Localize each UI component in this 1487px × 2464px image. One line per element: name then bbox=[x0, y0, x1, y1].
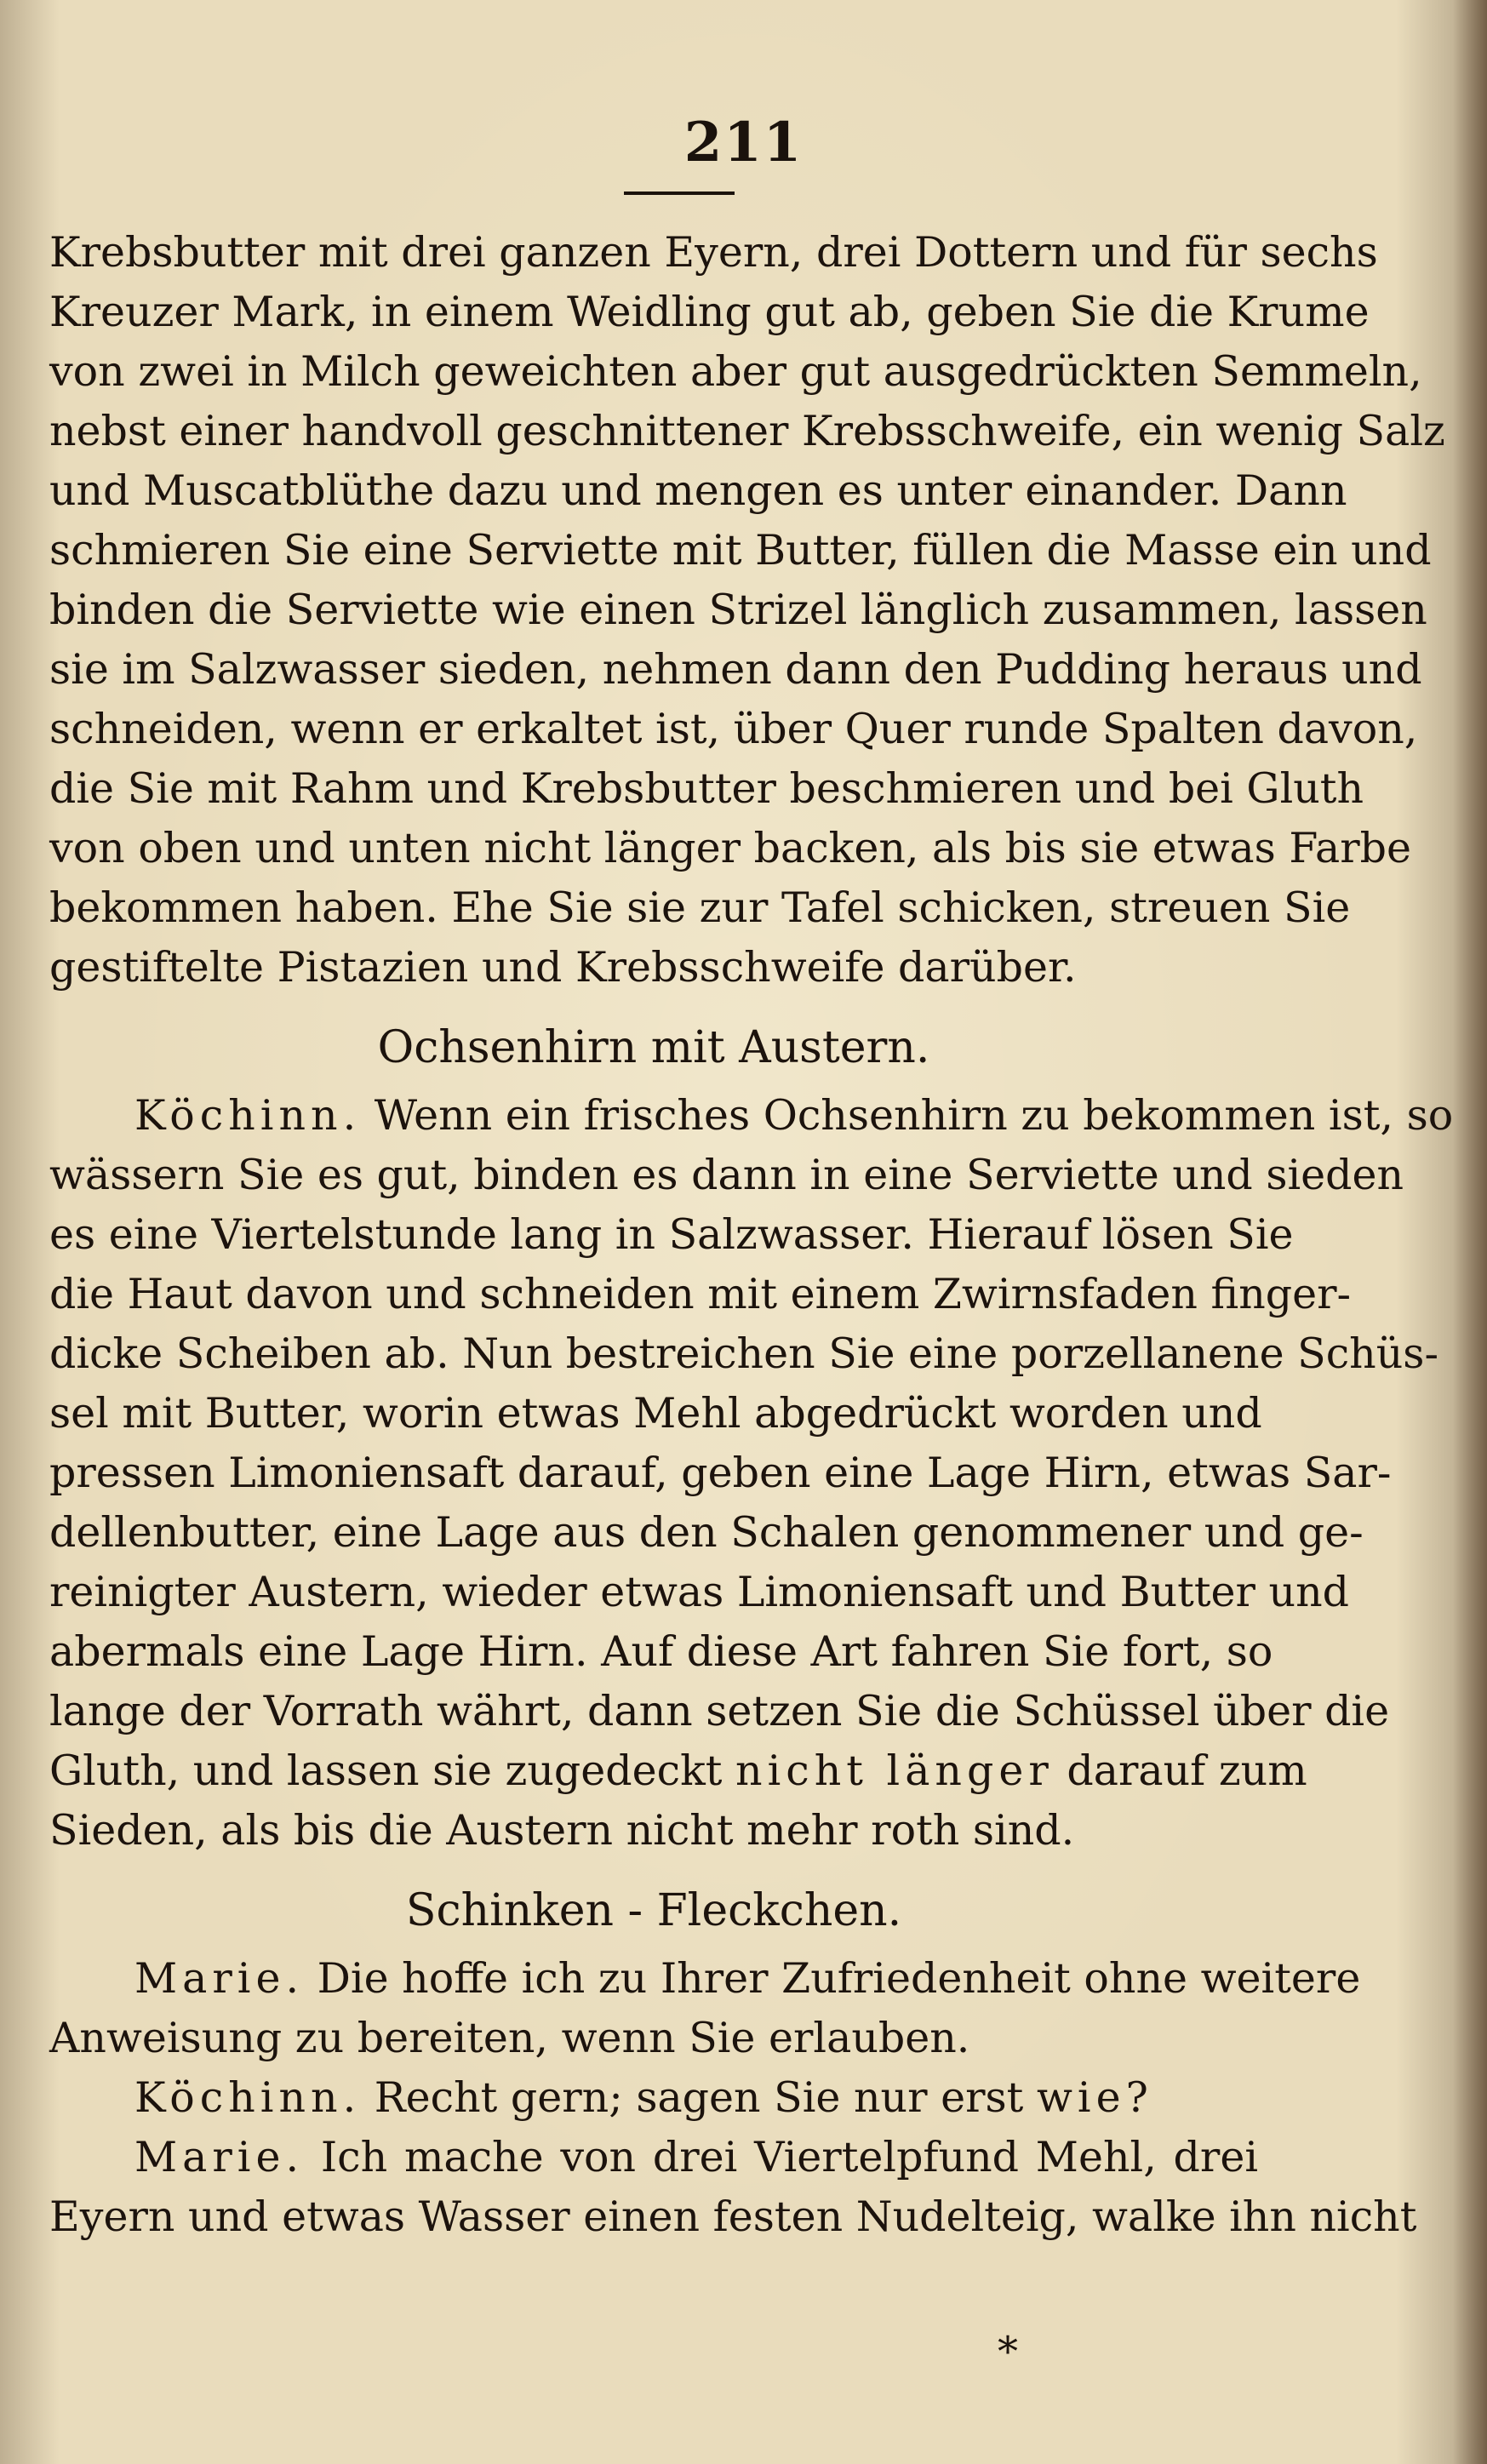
page-edge-shadow bbox=[1453, 0, 1487, 2464]
recipe-heading-ochsenhirn: Ochsenhirn mit Austern. bbox=[377, 1022, 930, 1073]
text-line: wässern Sie es gut, binden es dann in eine Serviette und sieden bbox=[49, 1151, 1404, 1199]
text-line: dellenbutter, eine Lage aus den Schalen genommener und ge- bbox=[49, 1508, 1364, 1557]
text-line bbox=[49, 2068, 1258, 2128]
speaker-name: Köchinn. bbox=[134, 2073, 362, 2122]
paragraph-pudding bbox=[49, 223, 1445, 998]
text-line: Kreuzer Mark, in einem Weidling gut ab, geben Sie die Krume bbox=[49, 288, 1370, 336]
text-line: abermals eine Lage Hirn. Auf diese Art fahren Sie fort, so bbox=[49, 1627, 1273, 1676]
text-line: die Sie mit Rahm und Krebsbutter beschmieren und bei Gluth bbox=[49, 764, 1364, 813]
text-line: Anweisung zu bereiten, wenn Sie erlauben. bbox=[49, 2014, 970, 2062]
text-line: pressen Limoniensaft darauf, geben eine Lage Hirn, etwas Sar- bbox=[49, 1449, 1392, 1497]
emphasized-text: nicht länger bbox=[735, 1747, 1054, 1795]
text-line: schmieren Sie eine Serviette mit Butter, füllen die Masse ein und bbox=[49, 526, 1432, 575]
text-line: binden die Serviette wie einen Strizel länglich zusammen, lassen bbox=[49, 586, 1427, 634]
text-line bbox=[49, 1086, 1454, 1146]
speaker-name: Köchinn. bbox=[134, 1091, 362, 1140]
text-line: sie im Salzwasser sieden, nehmen dann den Pudding heraus und bbox=[49, 645, 1422, 694]
text-fragment: Recht gern; sagen Sie nur erst bbox=[374, 2073, 1024, 2122]
text-fragment: Die hoffe ich zu Ihrer Zufriedenheit ohne weitere bbox=[317, 1954, 1361, 2003]
page-number: 211 bbox=[683, 111, 804, 174]
text-line: schneiden, wenn er erkaltet ist, über Quer runde Spalten davon, bbox=[49, 705, 1418, 753]
text-line: Sieden, als bis die Austern nicht mehr roth sind. bbox=[49, 1806, 1075, 1855]
signature-mark: * bbox=[998, 2328, 1018, 2375]
text-line: sel mit Butter, worin etwas Mehl abgedrückt worden und bbox=[49, 1389, 1262, 1438]
speaker-name: Marie. bbox=[134, 2133, 305, 2181]
recipe-heading-schinken: Schinken - Fleckchen. bbox=[405, 1885, 902, 1936]
paragraph-ochsenhirn bbox=[49, 1086, 1454, 1861]
text-line bbox=[49, 1741, 1307, 1801]
text-line: Eyern und etwas Wasser einen festen Nudelteig, walke ihn nicht bbox=[49, 2192, 1417, 2241]
text-line: von zwei in Milch geweichten aber gut ausgedrückten Semmeln, bbox=[49, 347, 1422, 396]
text-line: gestiftelte Pistazien und Krebsschweife darüber. bbox=[49, 943, 1077, 992]
text-fragment: Ich mache von drei Viertelpfund Mehl, drei bbox=[320, 2133, 1258, 2181]
speaker-name: Marie. bbox=[134, 1954, 305, 2003]
text-line: lange der Vorrath währt, dann setzen Sie die Schüssel über die bbox=[49, 1687, 1390, 1735]
text-line: von oben und unten nicht länger backen, als bis sie etwas Farbe bbox=[49, 824, 1412, 872]
text-line: bekommen haben. Ehe Sie sie zur Tafel schicken, streuen Sie bbox=[49, 883, 1351, 932]
emphasized-text: wie? bbox=[1036, 2073, 1153, 2122]
text-line: dicke Scheiben ab. Nun bestreichen Sie eine porzellanene Schüs- bbox=[49, 1329, 1439, 1378]
text-line: reinigter Austern, wieder etwas Limoniensaft und Butter und bbox=[49, 1568, 1350, 1616]
page-number-rule bbox=[624, 192, 735, 195]
text-line: Krebsbutter mit drei ganzen Eyern, drei Dottern und für sechs bbox=[49, 228, 1378, 277]
text-line bbox=[49, 2128, 1258, 2187]
text-fragment: Wenn ein frisches Ochsenhirn zu bekommen ist, so bbox=[374, 1091, 1454, 1140]
paragraph-marie-1 bbox=[49, 1949, 1361, 2068]
text-fragment: Gluth, und lassen sie zugedeckt bbox=[49, 1747, 723, 1795]
text-line: nebst einer handvoll geschnittener Krebsschweife, ein wenig Salz bbox=[49, 407, 1445, 455]
paragraph-marie-2 bbox=[49, 2128, 1417, 2247]
text-line: es eine Viertelstunde lang in Salzwasser. Hierauf lösen Sie bbox=[49, 1210, 1294, 1259]
text-line bbox=[49, 1949, 1361, 2009]
text-line: und Muscatblüthe dazu und mengen es unter einander. Dann bbox=[49, 466, 1347, 515]
paragraph-koechinn bbox=[49, 2068, 1258, 2128]
text-line: die Haut davon und schneiden mit einem Zwirnsfaden finger- bbox=[49, 1270, 1352, 1318]
text-fragment: darauf zum bbox=[1067, 1747, 1307, 1795]
page-text bbox=[49, 223, 1454, 2247]
